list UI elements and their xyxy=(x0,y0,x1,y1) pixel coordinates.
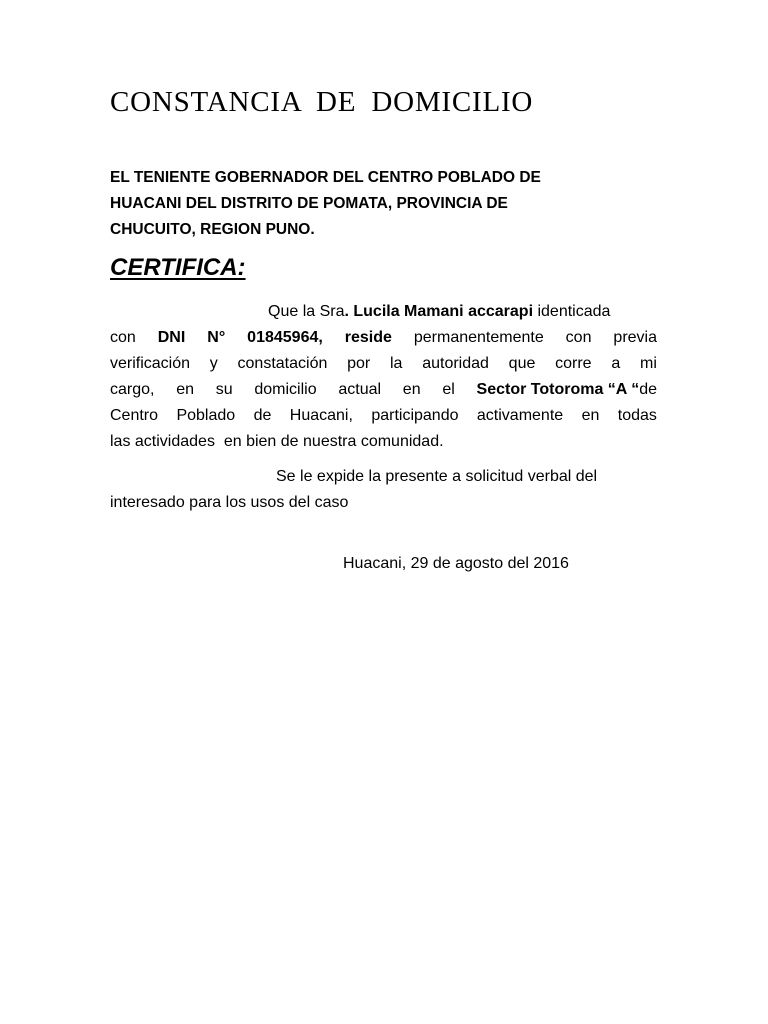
dni-symbol: N° xyxy=(207,329,226,346)
text-fragment: todas xyxy=(617,407,657,424)
text-fragment: las actividades en bien de nuestra comunidad. xyxy=(110,433,444,450)
sector-name xyxy=(477,377,657,403)
dni-label: DNI xyxy=(157,329,186,346)
paragraph-line xyxy=(110,351,657,377)
text-fragment: en xyxy=(176,381,194,398)
text-fragment: cargo, xyxy=(110,381,155,398)
text-fragment: que xyxy=(508,355,536,372)
issuer-line: EL TENIENTE GOBERNADOR DEL CENTRO POBLADO DE xyxy=(110,169,541,186)
text-fragment: autoridad xyxy=(422,355,489,372)
paragraph-line xyxy=(110,299,657,325)
paragraph-line xyxy=(110,377,657,403)
text-fragment: a xyxy=(611,355,621,372)
text-fragment: con xyxy=(565,329,592,346)
text-fragment: domicilio xyxy=(254,381,317,398)
text-fragment: Huacani, xyxy=(289,407,353,424)
paragraph-line xyxy=(110,429,657,455)
paragraph-line xyxy=(110,464,657,490)
certification-paragraph xyxy=(110,299,657,455)
text-fragment: y xyxy=(209,355,218,372)
text-fragment: corre xyxy=(555,355,592,372)
dni-number: 01845964, xyxy=(247,329,323,346)
issuance-paragraph xyxy=(110,464,657,516)
text-fragment: su xyxy=(215,381,233,398)
text-fragment: constatación xyxy=(237,355,328,372)
text-fragment: Se le expide la presente a solicitud verbal del xyxy=(276,468,598,485)
text-fragment: Que la Sra xyxy=(268,303,345,320)
issuer-block xyxy=(110,165,670,243)
text-fragment: permanentemente xyxy=(413,329,544,346)
text-fragment: con xyxy=(110,329,136,346)
paragraph-line xyxy=(110,325,657,351)
text-fragment: activamente xyxy=(476,407,564,424)
text-fragment: el xyxy=(442,381,455,398)
text-fragment: reside xyxy=(344,329,392,346)
text-fragment: mi xyxy=(639,355,657,372)
text-fragment: la xyxy=(390,355,403,372)
text-fragment: Centro xyxy=(110,407,159,424)
text-fragment: por xyxy=(347,355,371,372)
paragraph-line xyxy=(110,403,657,429)
sector-name-text: Sector Totoroma “A “ xyxy=(476,381,640,398)
certifica-heading: CERTIFICA: xyxy=(110,254,246,281)
place-and-date: Huacani, 29 de agosto del 2016 xyxy=(343,555,569,572)
text-fragment: previa xyxy=(613,329,657,346)
paragraph-line xyxy=(110,490,657,516)
text-fragment: de xyxy=(639,381,657,398)
text-fragment: en xyxy=(402,381,421,398)
text-fragment: en xyxy=(581,407,600,424)
text-fragment: participando xyxy=(371,407,459,424)
document-title: CONSTANCIA DE DOMICILIO xyxy=(110,86,534,118)
text-fragment: actual xyxy=(338,381,382,398)
text-fragment: de xyxy=(253,407,272,424)
issuer-line: HUACANI DEL DISTRITO DE POMATA, PROVINCIA DE xyxy=(110,195,508,212)
text-fragment: interesado para los usos del caso xyxy=(110,494,349,511)
text-fragment: verificación xyxy=(110,355,191,372)
text-fragment: identicada xyxy=(537,303,611,320)
text-fragment: Poblado xyxy=(176,407,236,424)
issuer-line: CHUCUITO, REGION PUNO. xyxy=(110,221,315,238)
person-name: . Lucila Mamani accarapi xyxy=(344,303,534,320)
